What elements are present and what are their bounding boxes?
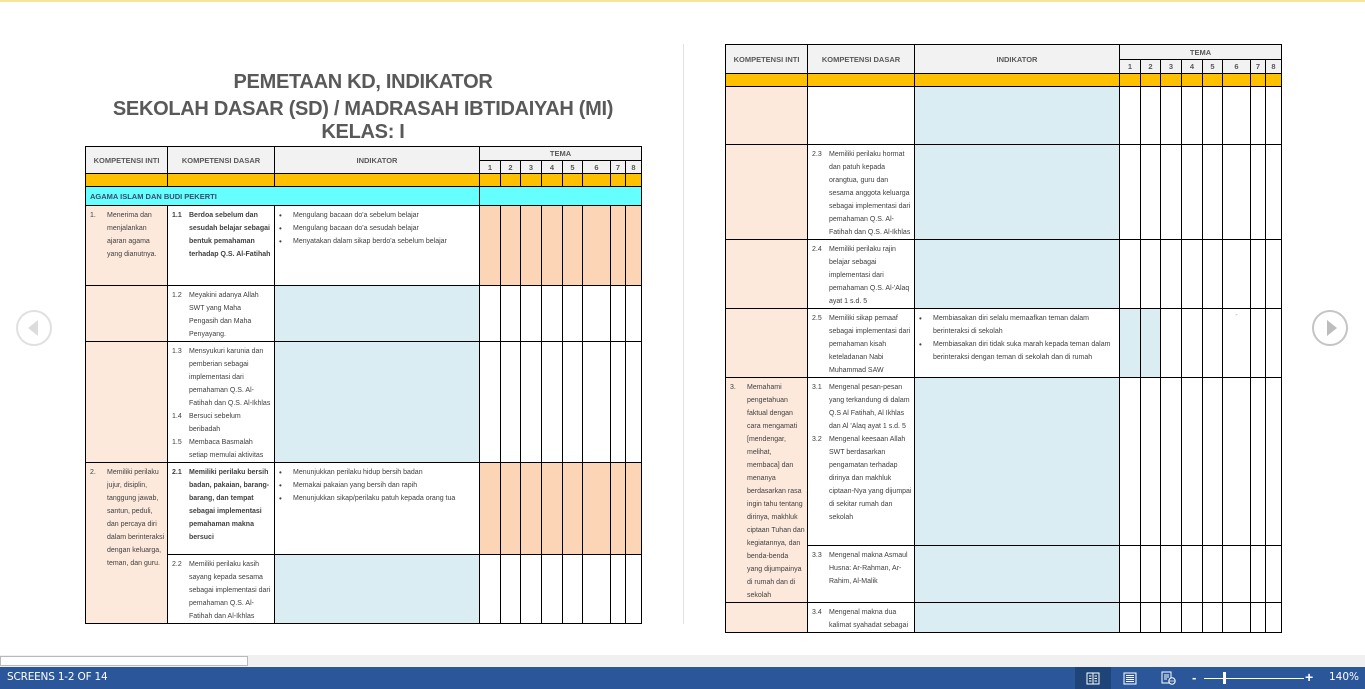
header-kompetensi-dasar: KOMPETENSI DASAR bbox=[168, 147, 275, 174]
table-row bbox=[726, 546, 1282, 603]
indikator-item: • Menunjukkan perilaku hidup bersih badan bbox=[279, 466, 475, 479]
table-row bbox=[86, 555, 642, 624]
kd-text: Memiliki perilaku hormat dan patuh kepada orangtua, guru dan sesama anggota keluarga sebagai implementasi dari pemahaman Q.S. Al-Fatihah dan Q.S. Al-Ikhlas bbox=[829, 151, 911, 236]
table-row bbox=[726, 145, 1282, 240]
header-tema: TEMA bbox=[480, 147, 642, 161]
indikator-item: • Mengulang bacaan do'a sebelum belajar bbox=[279, 209, 475, 222]
indikator-item: • Menunjukkan sikap/perilaku patuh kepada orang tua bbox=[279, 492, 475, 505]
ki-cell: 2. Memiliki perilaku jujur, disiplin, tanggung jawab, santun, peduli, dan percaya diri dalam berinteraksi dengan keluarga, teman, dan guru. bbox=[86, 463, 168, 624]
section-row bbox=[86, 187, 642, 206]
read-mode-button[interactable] bbox=[1075, 667, 1111, 689]
table-row bbox=[726, 240, 1282, 309]
zoom-slider-thumb[interactable] bbox=[1223, 672, 1226, 684]
read-mode-icon bbox=[1086, 672, 1100, 685]
table-row bbox=[86, 463, 642, 555]
header-indikator: INDIKATOR bbox=[915, 45, 1120, 74]
kd-text: Mengenal pesan-pesan yang terkandung di dalam Q.S Al Fatihah, Al Ikhlas dan Al 'Alaq ayat 1 s.d. 5 bbox=[829, 384, 910, 430]
kd-cell: 2.5 Memiliki sikap pemaaf sebagai implementasi dari pemahaman kisah keteladanan Nabi Muhammad SAW bbox=[808, 309, 915, 378]
header-kompetensi-inti: KOMPETENSI INTI bbox=[86, 147, 168, 174]
table-row bbox=[726, 87, 1282, 145]
document-title: PEMETAAN KD, INDIKATOR bbox=[233, 71, 493, 93]
kd-mapping-table-page2 bbox=[725, 44, 1282, 633]
horizontal-scrollbar-thumb[interactable] bbox=[0, 656, 248, 666]
page-count[interactable]: SCREENS 1-2 OF 14 bbox=[7, 671, 108, 683]
indikator-item: • Mengulang bacaan do'a sesudah belajar bbox=[279, 222, 475, 235]
kd-mapping-table-page1 bbox=[85, 146, 642, 624]
indikator-cell bbox=[275, 206, 480, 286]
zoom-level[interactable]: 140% bbox=[1329, 671, 1360, 683]
kd-text: Meyakini adanya Allah SWT yang Maha Pengasih dan Maha Penyayang. bbox=[189, 292, 259, 338]
indikator-item: • Membiasakan diri tidak suka marah kepada teman dalam berinteraksi dengan teman di sekolah dan di rumah bbox=[919, 338, 1115, 364]
kd-text: Mengenal makna dua kalimat syahadat sebagai bbox=[829, 609, 908, 629]
indikator-cell bbox=[915, 145, 1120, 240]
ki-text: Menerima dan menjalankan ajaran agama yang dianutnya. bbox=[107, 212, 157, 258]
indikator-cell bbox=[915, 378, 1120, 546]
kd-cell: 1.2 Meyakini adanya Allah SWT yang Maha Pengasih dan Maha Penyayang. bbox=[168, 286, 275, 342]
document-subtitle: SEKOLAH DASAR (SD) / MADRASAH IBTIDAIYAH (MI) KELAS: I bbox=[112, 98, 614, 143]
kd-text: Memiliki perilaku rajin belajar sebagai implementasi dari pemahaman Q.S. Al-'Alaq ayat 1 s.d. 5 bbox=[829, 246, 910, 305]
header-kompetensi-inti: KOMPETENSI INTI bbox=[726, 45, 808, 74]
kd-cell: 3.3 Mengenal makna Asmaul Husna: Ar-Rahman, Ar-Rahim, Al-Malik bbox=[808, 546, 915, 603]
print-layout-button[interactable] bbox=[1112, 667, 1148, 689]
status-bar bbox=[0, 667, 1365, 689]
header-tema-5: 5 bbox=[563, 161, 583, 174]
kd-text: Berdoa sebelum dan sesudah belajar sebagai bentuk pemahaman terhadap Q.S. Al-Fatihah bbox=[189, 212, 271, 258]
ki-text: Memahami pengetahuan faktual dengan cara mengamati [mendengar, melihat, membaca] dan menanya berdasarkan rasa ingin tahu tentang dirinya, makhluk ciptaan Tuhan dan kegiatannya, dan benda-benda yang dijumpainya di rumah dan di sekolah bbox=[747, 384, 805, 599]
kd-text: Mensyukuri karunia dan pemberian sebagai implementasi dari pemahaman Q.S. Al-Fatihah dan Q.S. Al-Ikhlas bbox=[189, 348, 271, 407]
orange-separator-row bbox=[86, 174, 642, 187]
kd-cell: 2.1 Memiliki perilaku bersih badan, pakaian, barang-barang, dan tempat sebagai implementasi pemahaman makna bersuci bbox=[168, 463, 275, 555]
orange-separator-row bbox=[726, 74, 1282, 87]
table-row bbox=[86, 342, 642, 463]
header-tema-8: 8 bbox=[1266, 60, 1282, 74]
table-row bbox=[726, 603, 1282, 633]
indikator-item: • Membiasakan diri selalu memaafkan teman dalam berinteraksi di sekolah bbox=[919, 312, 1115, 338]
indikator-cell bbox=[275, 342, 480, 463]
indikator-cell bbox=[915, 240, 1120, 309]
indikator-cell bbox=[915, 546, 1120, 603]
web-layout-button[interactable] bbox=[1150, 667, 1186, 689]
indikator-cell bbox=[275, 555, 480, 624]
ki-cell: 1. Menerima dan menjalankan ajaran agama yang dianutnya. bbox=[86, 206, 168, 286]
kd-text: Memiliki perilaku kasih sayang kepada sesama sebagai implementasi dari pemahaman Q.S. Al-Fatihah dan Al-Ikhlas bbox=[189, 561, 271, 620]
kd-text: Memiliki sikap pemaaf sebagai implementasi dari pemahaman kisah keteladanan Nabi Muhammad SAW bbox=[829, 315, 911, 374]
kd-cell: 1.3 Mensyukuri karunia dan pemberian sebagai implementasi dari pemahaman Q.S. Al-Fatihah dan Q.S. Al-Ikhlas 1.4 Bersuci sebelum beribadah 1.5 Membaca Basmalah setiap memulai aktivitas bbox=[168, 342, 275, 463]
kd-cell: 2.2 Memiliki perilaku kasih sayang kepada sesama sebagai implementasi dari pemahaman Q.S. Al-Fatihah dan Al-Ikhlas bbox=[168, 555, 275, 624]
ki-text: Memiliki perilaku jujur, disiplin, tanggung jawab, santun, peduli, dan percaya diri dalam berinteraksi dengan keluarga, teman, dan guru. bbox=[107, 469, 165, 567]
kd-cell: 1.1 Berdoa sebelum dan sesudah belajar sebagai bentuk pemahaman terhadap Q.S. Al-Fatihah bbox=[168, 206, 275, 286]
web-layout-icon bbox=[1161, 671, 1176, 685]
page-divider bbox=[683, 44, 684, 624]
header-tema-7: 7 bbox=[1251, 60, 1266, 74]
kd-text: Bersuci sebelum beribadah bbox=[189, 413, 241, 433]
print-layout-icon bbox=[1123, 672, 1137, 685]
header-tema-2: 2 bbox=[501, 161, 521, 174]
header-indikator: INDIKATOR bbox=[275, 147, 480, 174]
indikator-item: • Memakai pakaian yang bersih dan rapih bbox=[279, 479, 475, 492]
indikator-cell bbox=[275, 286, 480, 342]
next-screen-button[interactable] bbox=[1312, 310, 1348, 346]
tema-6-mark: - bbox=[1223, 309, 1251, 378]
kd-text: Mengenal makna Asmaul Husna: Ar-Rahman, Ar-Rahim, Al-Malik bbox=[829, 552, 908, 586]
indikator-cell bbox=[915, 309, 1120, 378]
table-row bbox=[726, 309, 1282, 378]
zoom-in-button[interactable]: + bbox=[1305, 669, 1314, 685]
kd-text: Memiliki perilaku bersih badan, pakaian, barang-barang, dan tempat sebagai implementasi pemahaman makna bersuci bbox=[189, 469, 270, 541]
kd-cell: 2.3 Memiliki perilaku hormat dan patuh kepada orangtua, guru dan sesama anggota keluarga sebagai implementasi dari pemahaman Q.S. Al-Fatihah dan Q.S. Al-Ikhlas bbox=[808, 145, 915, 240]
header-tema-3: 3 bbox=[1161, 60, 1182, 74]
header-tema-2: 2 bbox=[1141, 60, 1161, 74]
zoom-out-button[interactable]: - bbox=[1192, 670, 1197, 685]
header-tema-6: 6 bbox=[583, 161, 611, 174]
table-row bbox=[86, 206, 642, 286]
header-tema-4: 4 bbox=[542, 161, 563, 174]
header-tema-7: 7 bbox=[611, 161, 626, 174]
header-tema-8: 8 bbox=[626, 161, 642, 174]
header-tema-1: 1 bbox=[480, 161, 501, 174]
zoom-slider[interactable] bbox=[1204, 678, 1304, 679]
header-tema-3: 3 bbox=[521, 161, 542, 174]
header-tema: TEMA bbox=[1120, 45, 1282, 60]
table-row bbox=[86, 286, 642, 342]
kd-cell: 3.1 Mengenal pesan-pesan yang terkandung di dalam Q.S Al Fatihah, Al Ikhlas dan Al 'Alaq ayat 1 s.d. 5 3.2 Mengenal keesaan Allah SWT berdasarkan pengamatan terhadap dirinya dan makhluk ciptaan-Nya yang dijumpai di sekitar rumah dan sekolah bbox=[808, 378, 915, 546]
header-tema-5: 5 bbox=[1203, 60, 1223, 74]
header-tema-1: 1 bbox=[1120, 60, 1141, 74]
kd-text: Membaca Basmalah setiap memulai aktivitas bbox=[189, 439, 264, 459]
kd-cell: 2.4 Memiliki perilaku rajin belajar sebagai implementasi dari pemahaman Q.S. Al-'Alaq ayat 1 s.d. 5 bbox=[808, 240, 915, 309]
kd-cell: 3.4 Mengenal makna dua kalimat syahadat sebagai bbox=[808, 603, 915, 633]
header-tema-4: 4 bbox=[1182, 60, 1203, 74]
indikator-cell bbox=[275, 463, 480, 555]
header-tema-6: 6 bbox=[1223, 60, 1251, 74]
ki-cell: 3. Memahami pengetahuan faktual dengan cara mengamati [mendengar, melihat, membaca] dan menanya berdasarkan rasa ingin tahu tentang dirinya, makhluk ciptaan Tuhan dan kegiatannya, dan benda-benda yang dijumpainya di rumah dan di sekolah bbox=[726, 378, 808, 603]
kd-text: Mengenal keesaan Allah SWT berdasarkan pengamatan terhadap dirinya dan makhluk ciptaan-Nya yang dijumpai di sekitar rumah dan sekolah bbox=[829, 436, 912, 521]
table-row bbox=[726, 378, 1282, 546]
indikator-cell bbox=[915, 603, 1120, 633]
indikator-item: • Menyatakan dalam sikap berdo'a sebelum belajar bbox=[279, 235, 475, 248]
arrow-left-icon bbox=[28, 320, 38, 336]
header-kompetensi-dasar: KOMPETENSI DASAR bbox=[808, 45, 915, 74]
section-title: AGAMA ISLAM DAN BUDI PEKERTI bbox=[86, 187, 480, 206]
arrow-right-icon bbox=[1327, 320, 1337, 336]
window-top-border bbox=[0, 0, 1365, 2]
previous-screen-button[interactable] bbox=[16, 310, 52, 346]
